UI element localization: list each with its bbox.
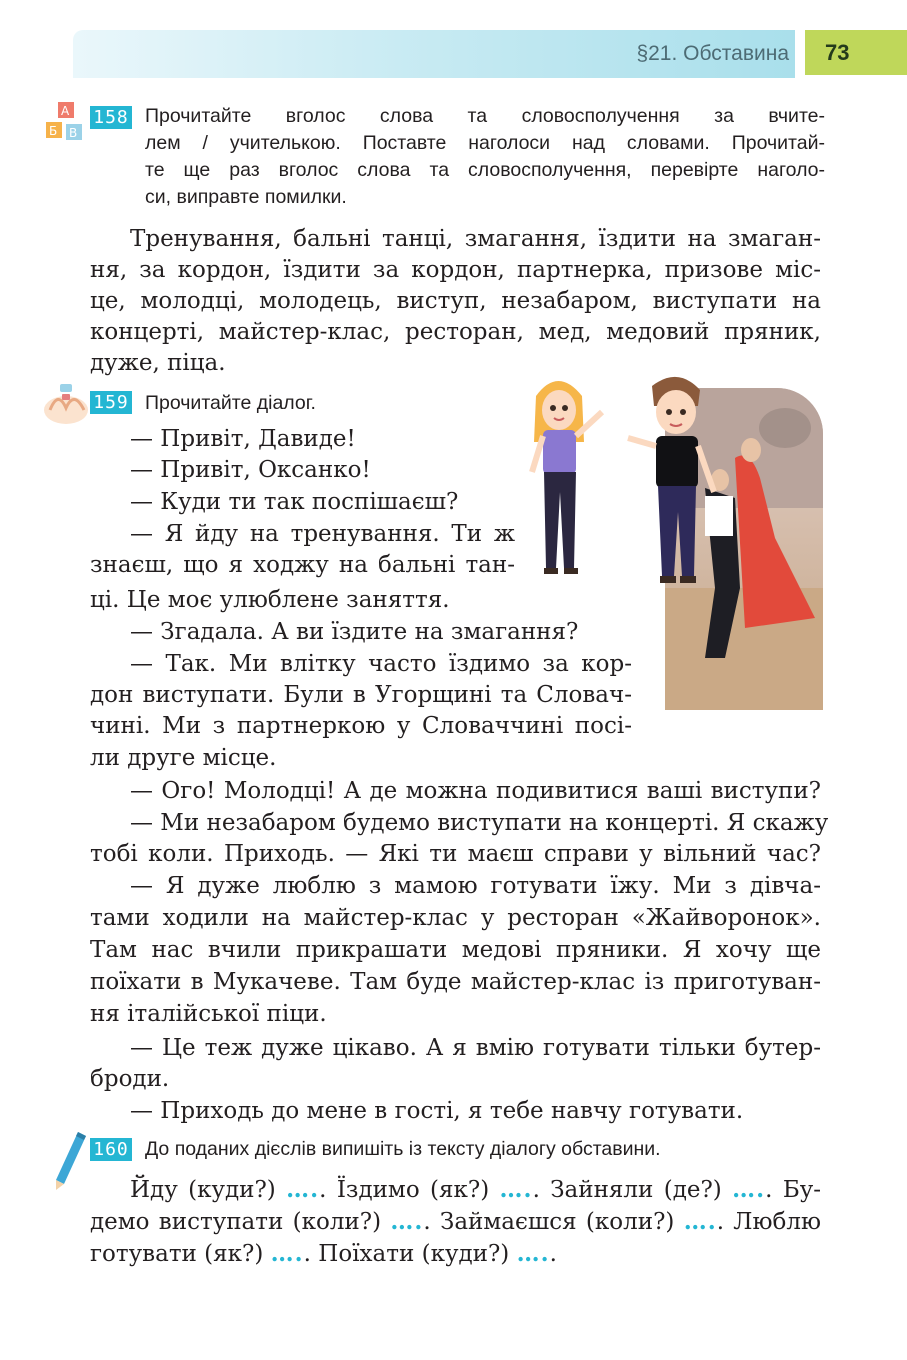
text-line: ня, за кордон, їздити за кордон, партнерка, призове міс-	[90, 257, 821, 283]
task-segment: демо виступати (коли?)	[90, 1209, 382, 1235]
exercise-number-158: 158	[90, 106, 132, 129]
answer-blank[interactable]: ….	[732, 1176, 766, 1203]
dialogue-line: — Ми незабаром будемо виступати на концерті. Я скажу	[130, 810, 829, 836]
letter-blocks-icon	[44, 100, 88, 144]
answer-blank[interactable]: ….	[390, 1208, 424, 1235]
task-segment: . Зайняли (де?)	[532, 1177, 722, 1203]
exercise-158-instruction	[145, 103, 825, 211]
task-line	[90, 1238, 557, 1270]
dialogue-line: знаєш, що я ходжу на бальні тан-	[90, 552, 515, 578]
pencil-icon	[52, 1130, 88, 1192]
task-segment: . Поїхати (куди?)	[303, 1241, 510, 1267]
instruction-line: си, виправте помилки.	[145, 186, 347, 208]
task-segment: . Бу-	[765, 1177, 822, 1203]
task-line	[90, 1206, 821, 1238]
dialogue-line: броди.	[90, 1066, 170, 1092]
exercise-160-instruction: До поданих дієслів випишіть із тексту діалогу обставини.	[145, 1138, 661, 1160]
exercise-number-160: 160	[90, 1138, 132, 1161]
instruction-line: те ще раз вголос слова та словосполучення, перевірте наголо-	[145, 159, 825, 181]
dialogue-line: — Приходь до мене в гості, я тебе навчу готувати.	[130, 1098, 744, 1124]
task-segment: . Люблю	[716, 1209, 822, 1235]
svg-text:Б: Б	[49, 124, 58, 138]
text-line: Тренування, бальні танці, змагання, їздити на змаган-	[130, 226, 821, 252]
dialogue-line: — Я йду на тренування. Ти ж	[130, 521, 515, 547]
girl-boy-dancers-illustration	[518, 372, 728, 590]
page-number: 73	[805, 30, 907, 75]
dialogue-line: ня італійської піци.	[90, 1001, 327, 1027]
answer-blank[interactable]: ….	[516, 1240, 550, 1267]
exercise-159-instruction: Прочитайте діалог.	[145, 392, 316, 414]
dialogue-line: — Згадала. А ви їздите на змагання?	[130, 619, 579, 645]
dialogue-line: поїхати в Мукачеве. Там буде майстер-клас із приготуван-	[90, 969, 821, 995]
section-title: §21. Обставина	[636, 42, 789, 65]
dialogue-line: ли друге місце.	[90, 745, 277, 771]
reading-hands-icon	[42, 380, 92, 428]
task-segment: готувати (як?)	[90, 1241, 264, 1267]
dialogue-line: — Це теж дуже цікаво. А я вмію готувати тільки бутер-	[130, 1035, 821, 1061]
instruction-line: лем / учителькою. Поставте наголоси над словами. Прочитай-	[145, 132, 825, 154]
task-segment: . Займаєшся (коли?)	[423, 1209, 675, 1235]
text-line: концерті, майстер-клас, ресторан, мед, медовий пряник,	[90, 319, 821, 345]
exercise-number-159: 159	[90, 391, 132, 414]
dialogue-line: чині. Ми з партнеркою у Словаччині посі-	[90, 713, 632, 739]
instruction-line: Прочитайте вголос слова та словосполучення за вчите-	[145, 105, 825, 127]
dialogue-line: — Я дуже люблю з мамою готувати їжу. Ми з дівча-	[130, 873, 821, 899]
dialogue-line: — Привіт, Давиде!	[130, 426, 356, 452]
dialogue-line: дон виступати. Були в Угорщині та Словач-	[90, 682, 632, 708]
answer-blank[interactable]: ….	[499, 1176, 533, 1203]
svg-text:А: А	[61, 104, 70, 118]
task-segment: Йду (куди?)	[130, 1177, 276, 1203]
dialogue-line: ці. Це моє улюблене заняття.	[90, 587, 450, 613]
dialogue-line: тобі коли. Приходь. — Які ти маєш справи у вільний час?	[90, 841, 821, 867]
dialogue-line: — Привіт, Оксанко!	[130, 457, 371, 483]
dialogue-line: — Ого! Молодці! А де можна подивитися ваші виступи?	[130, 778, 821, 804]
answer-blank[interactable]: ….	[683, 1208, 717, 1235]
answer-blank[interactable]: ….	[270, 1240, 304, 1267]
svg-text:В: В	[69, 126, 78, 140]
task-segment: . Їздимо (як?)	[319, 1177, 490, 1203]
dialogue-line: — Так. Ми влітку часто їздимо за кор-	[130, 651, 632, 677]
dialogue-line: Там нас вчили прикрашати медові пряники. Я хочу ще	[90, 937, 821, 963]
task-segment: .	[549, 1241, 557, 1267]
dialogue-line: тами ходили на майстер-клас у ресторан «Жайворонок».	[90, 905, 821, 931]
text-line: це, молодці, молодець, виступ, незабаром, виступати на	[90, 288, 821, 314]
dialogue-line: — Куди ти так поспішаєш?	[130, 489, 459, 515]
answer-blank[interactable]: ….	[286, 1176, 320, 1203]
task-line	[130, 1174, 821, 1206]
text-line: дуже, піца.	[90, 350, 226, 376]
